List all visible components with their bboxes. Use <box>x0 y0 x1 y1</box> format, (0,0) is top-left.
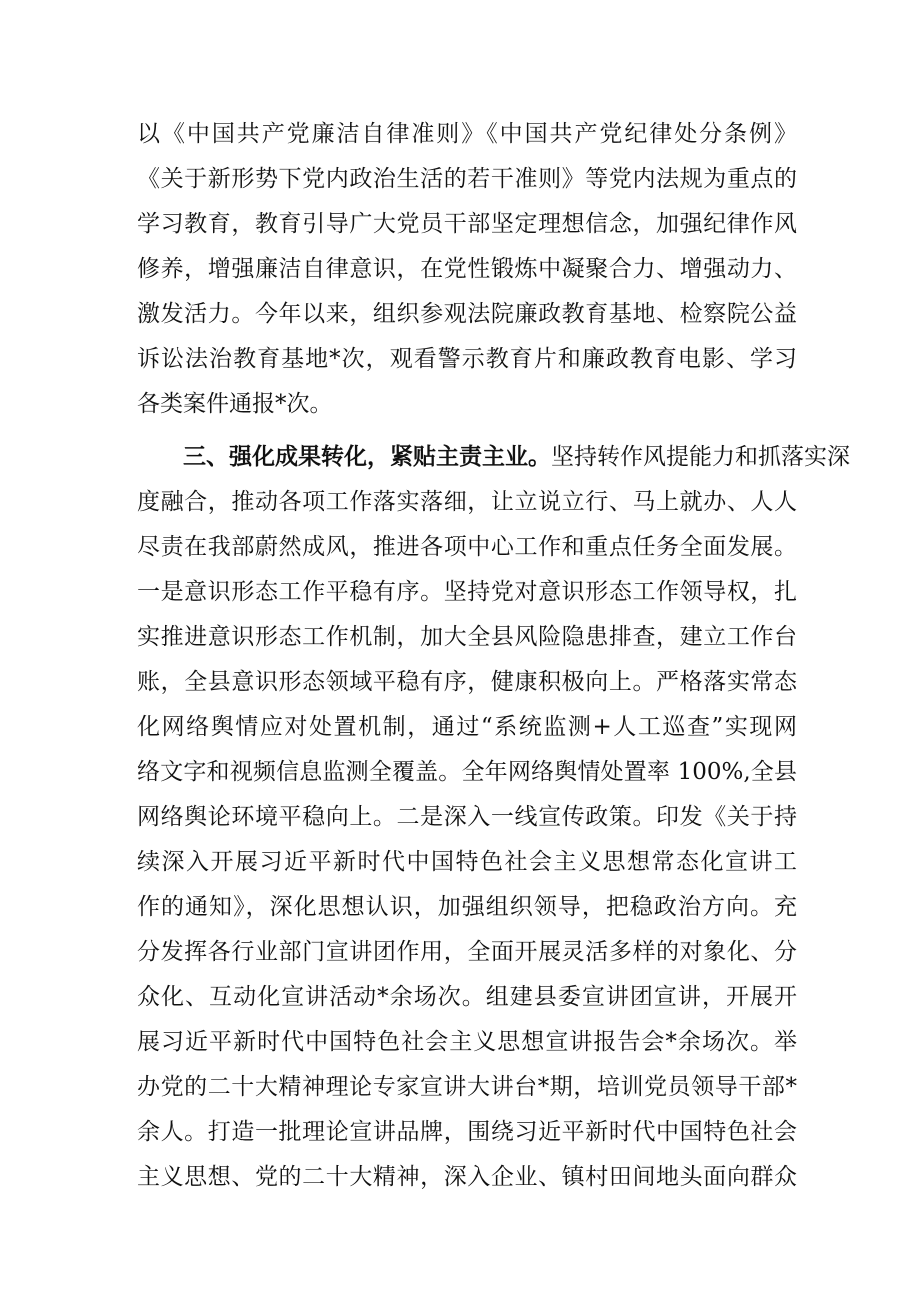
paragraph-2-line-6: 账，全县意识形态领域平稳有序，健康积极向上。严格落实常态 <box>137 669 797 695</box>
paragraph-2-line-16: 余人。打造一批理论宣讲品牌，围绕习近平新时代中国特色社会 <box>137 1119 797 1145</box>
paragraph-2-line-14: 展习近平新时代中国特色社会主义思想宣讲报告会*余场次。举 <box>137 1029 797 1055</box>
paragraph-2-line-1-text: 坚持转作风提能力和抓落实深 <box>551 444 850 470</box>
paragraph-2-line-11: 作的通知》，深化思想认识，加强组织领导，把稳政治方向。充 <box>137 894 797 920</box>
paragraph-2-line-15: 办党的二十大精神理论专家宣讲大讲台*期，培训党员领导干部* <box>137 1074 797 1100</box>
paragraph-1-line-1: 以《中国共产党廉洁自律准则》《中国共产党纪律处分条例》 <box>137 121 797 147</box>
paragraph-2-line-1 <box>183 437 850 477</box>
paragraph-2-line-9: 网络舆论环境平稳向上。二是深入一线宣传政策。印发《关于持 <box>137 804 797 830</box>
paragraph-1-line-4: 修养，增强廉洁自律意识，在党性锻炼中凝聚合力、增强动力、 <box>137 256 797 282</box>
paragraph-2-line-7: 化网络舆情应对处置机制，通过“系统监测+人工巡查”实现网 <box>137 714 797 740</box>
paragraph-1-line-5: 激发活力。今年以来，组织参观法院廉政教育基地、检察院公益 <box>137 301 797 327</box>
paragraph-2-line-3: 尽责在我部蔚然成风，推进各项中心工作和重点任务全面发展。 <box>137 534 797 560</box>
paragraph-2-line-17: 主义思想、党的二十大精神，深入企业、镇村田间地头面向群众 <box>137 1164 797 1190</box>
paragraph-2-line-10: 续深入开展习近平新时代中国特色社会主义思想常态化宣讲工 <box>137 849 797 875</box>
paragraph-1-line-3: 学习教育，教育引导广大党员干部坚定理想信念，加强纪律作风 <box>137 211 797 237</box>
paragraph-1-line-6: 诉讼法治教育基地*次，观看警示教育片和廉政教育电影、学习 <box>137 346 797 372</box>
paragraph-1-line-7: 各类案件通报*次。 <box>137 391 333 417</box>
paragraph-2-line-8: 络文字和视频信息监测全覆盖。全年网络舆情处置率 100%,全县 <box>137 759 797 785</box>
paragraph-2-line-2: 度融合，推动各项工作落实落细，让立说立行、马上就办、人人 <box>137 489 797 515</box>
paragraph-2-line-13: 众化、互动化宣讲活动*余场次。组建县委宣讲团宣讲，开展开 <box>137 984 797 1010</box>
paragraph-2-line-4: 一是意识形态工作平稳有序。坚持党对意识形态工作领导权，扎 <box>137 579 797 605</box>
section-heading: 三、强化成果转化，紧贴主责主业。 <box>183 444 551 470</box>
paragraph-1-line-2: 《关于新形势下党内政治生活的若干准则》等党内法规为重点的 <box>137 166 797 192</box>
paragraph-2-line-12: 分发挥各行业部门宣讲团作用，全面开展灵活多样的对象化、分 <box>137 939 797 965</box>
paragraph-2-line-5: 实推进意识形态工作机制，加大全县风险隐患排查，建立工作台 <box>137 624 797 650</box>
